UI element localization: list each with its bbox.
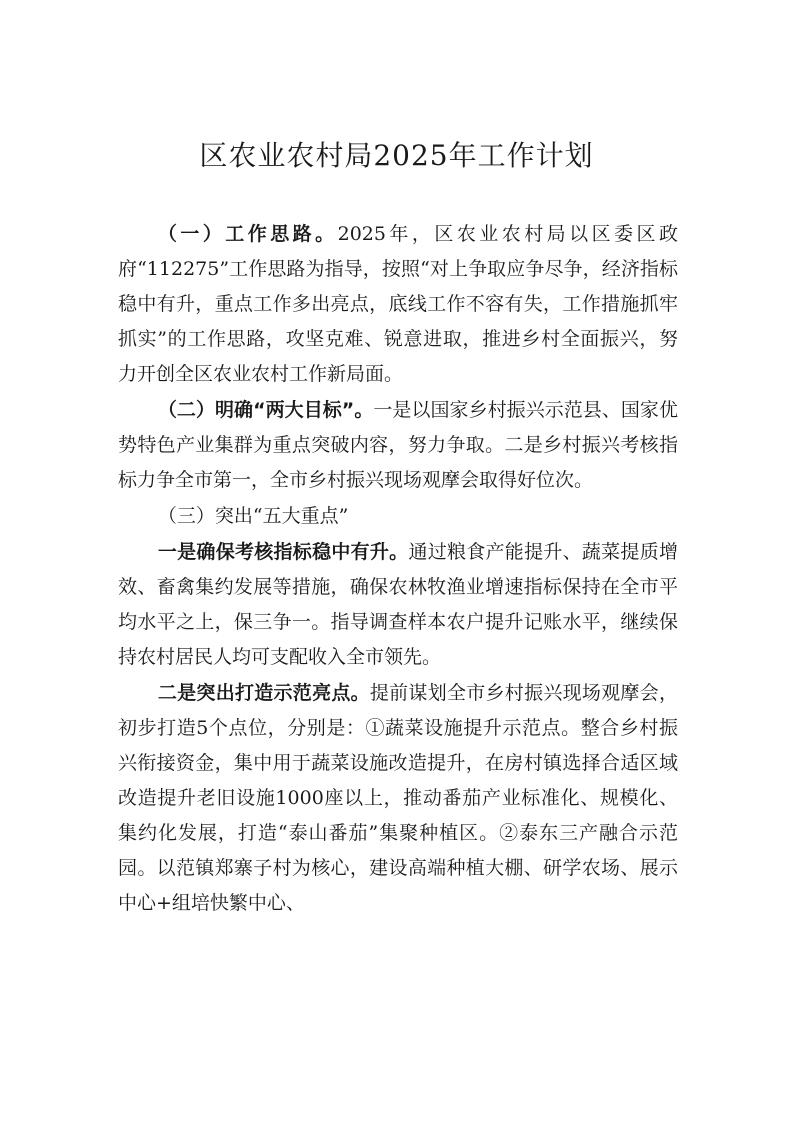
paragraph-assessment-indicators — [118, 535, 678, 675]
paragraph-demonstration-highlights — [118, 676, 678, 921]
paragraph-heading: 二是突出打造示范亮点。 — [157, 682, 370, 704]
paragraph-heading: 一是确保考核指标稳中有升。 — [157, 541, 409, 563]
paragraph-text: 通过粮食产能提升、蔬菜提质增效、畜禽集约发展等措施，确保农林牧渔业增速指标保持在全市平均水平之上，保三争一。指导调查样本农户提升记账水平，继续保持农村居民人均可支配收入全市领先。 — [118, 541, 678, 668]
paragraph-heading: （一）工作思路。 — [157, 223, 338, 245]
paragraph-heading: （二）明确“两大目标”。 — [157, 399, 374, 421]
paragraph-text: 一是以国家乡村振兴示范县、国家优势特色产业集群为重点突破内容，努力争取。二是乡村振兴考核指标力争全市第一，全市乡村振兴现场观摩会取得好位次。 — [118, 399, 678, 491]
paragraph-text: 2025年，区农业农村局以区委区政府“112275”工作思路为指导，按照“对上争取应争尽争，经济指标稳中有升，重点工作多出亮点，底线工作不容有失，工作措施抓牢抓实”的工作思路，攻坚克难、锐意进取，推进乡村全面振兴，努力开创全区农业农村工作新局面。 — [118, 223, 678, 385]
paragraph-five-priorities — [118, 499, 678, 534]
document-body — [118, 217, 678, 922]
page-title: 区农业农村局2025年工作计划 — [199, 139, 594, 172]
paragraph-text: 提前谋划全市乡村振兴现场观摩会，初步打造5个点位，分别是：①蔬菜设施提升示范点。整合乡村振兴衔接资金，集中用于蔬菜设施改造提升，在房村镇选择合适区域改造提升老旧设施1000座以上，推动番茄产业标准化、规模化、集约化发展，打造“泰山番茄”集聚种植区。②泰东三产融合示范园。以范镇郑寨子村为核心，建设高端种植大棚、研学农场、展示中心+组培快繁中心、 — [118, 682, 678, 914]
paragraph-two-goals — [118, 393, 678, 498]
paragraph-heading: （三）突出“五大重点” — [157, 505, 349, 527]
paragraph-work-approach — [118, 217, 678, 392]
